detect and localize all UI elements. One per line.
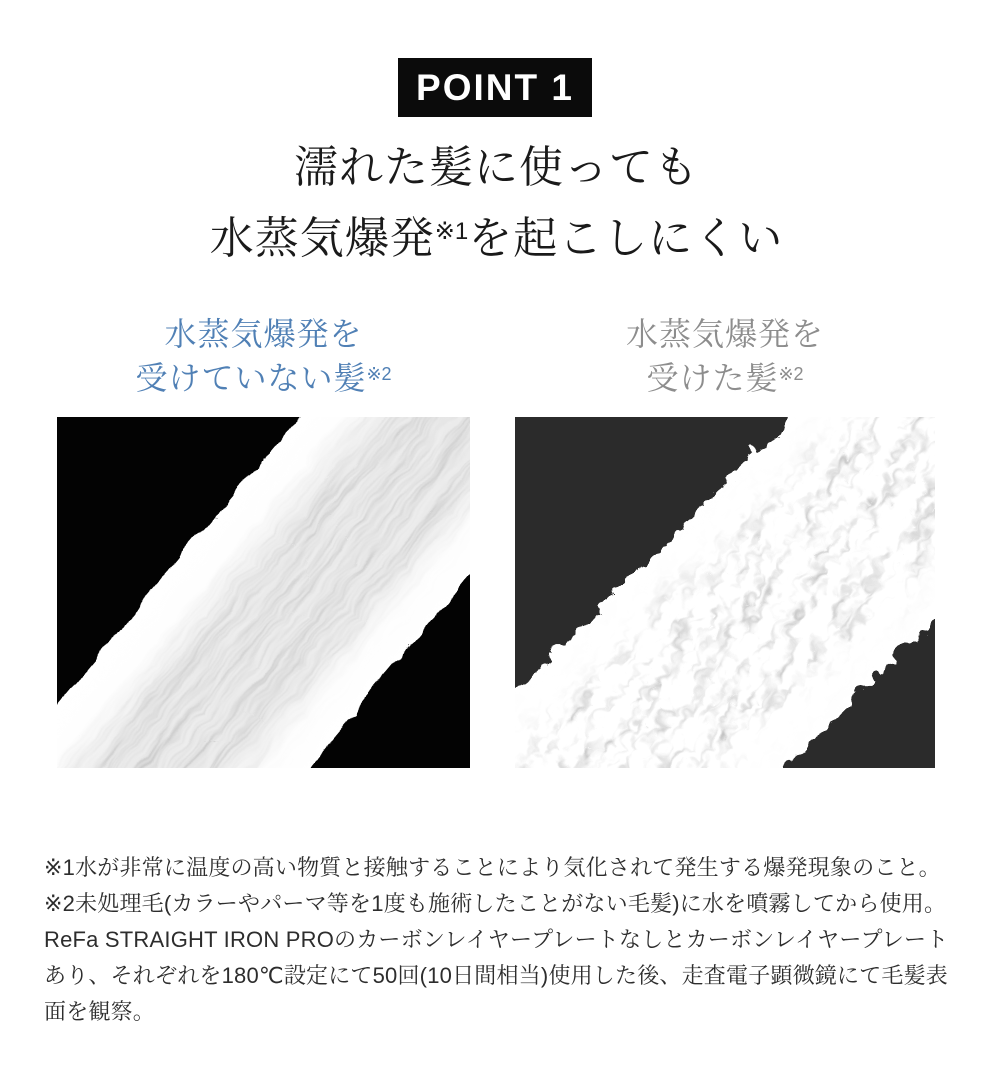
footnotes [44, 850, 949, 1030]
label-damaged-line-1: 水蒸気爆発を [625, 316, 824, 352]
label-undamaged-line-2-text: 受けていない髪 [135, 360, 367, 396]
heading-line-2-post: を起こしにくい [468, 214, 784, 263]
point-badge-label: POINT 1 [416, 66, 574, 108]
sem-image-damaged-hair [515, 417, 935, 768]
footnote-ref-1: ※1 [434, 218, 469, 245]
heading-line-2 [0, 200, 993, 271]
footnote-ref-2-right: ※2 [778, 364, 804, 384]
footnote-1: ※1水が非常に温度の高い物質と接触することにより気化されて発生する爆発現象のこと。 [44, 855, 941, 880]
footnote-2: ※2未処理毛(カラーやパーマ等を1度も施術したことがない毛髪)に水を噴霧してから使用。ReFa STRAIGHT IRON PROのカーボンレイヤープレートなしとカーボンレイヤープレートあり、それぞれを180℃設定にて50回(10日間相当)使用した後、走査電子顕微鏡にて毛髪表面を観察。 [44, 891, 949, 1024]
main-heading [0, 136, 993, 271]
label-damaged-line-2 [515, 354, 935, 398]
heading-line-2-pre: 水蒸気爆発 [209, 214, 435, 263]
label-undamaged-hair [57, 314, 470, 398]
label-damaged-hair [515, 314, 935, 398]
label-undamaged-line-2 [57, 354, 470, 398]
sem-image-undamaged-hair [57, 417, 470, 768]
label-damaged-line-2-text: 受けた髪 [646, 360, 779, 396]
heading-line-1: 濡れた髪に使っても [294, 143, 699, 192]
point-badge [398, 58, 592, 117]
footnote-ref-2-left: ※2 [366, 364, 392, 384]
label-undamaged-line-1: 水蒸気爆発を [164, 316, 363, 352]
